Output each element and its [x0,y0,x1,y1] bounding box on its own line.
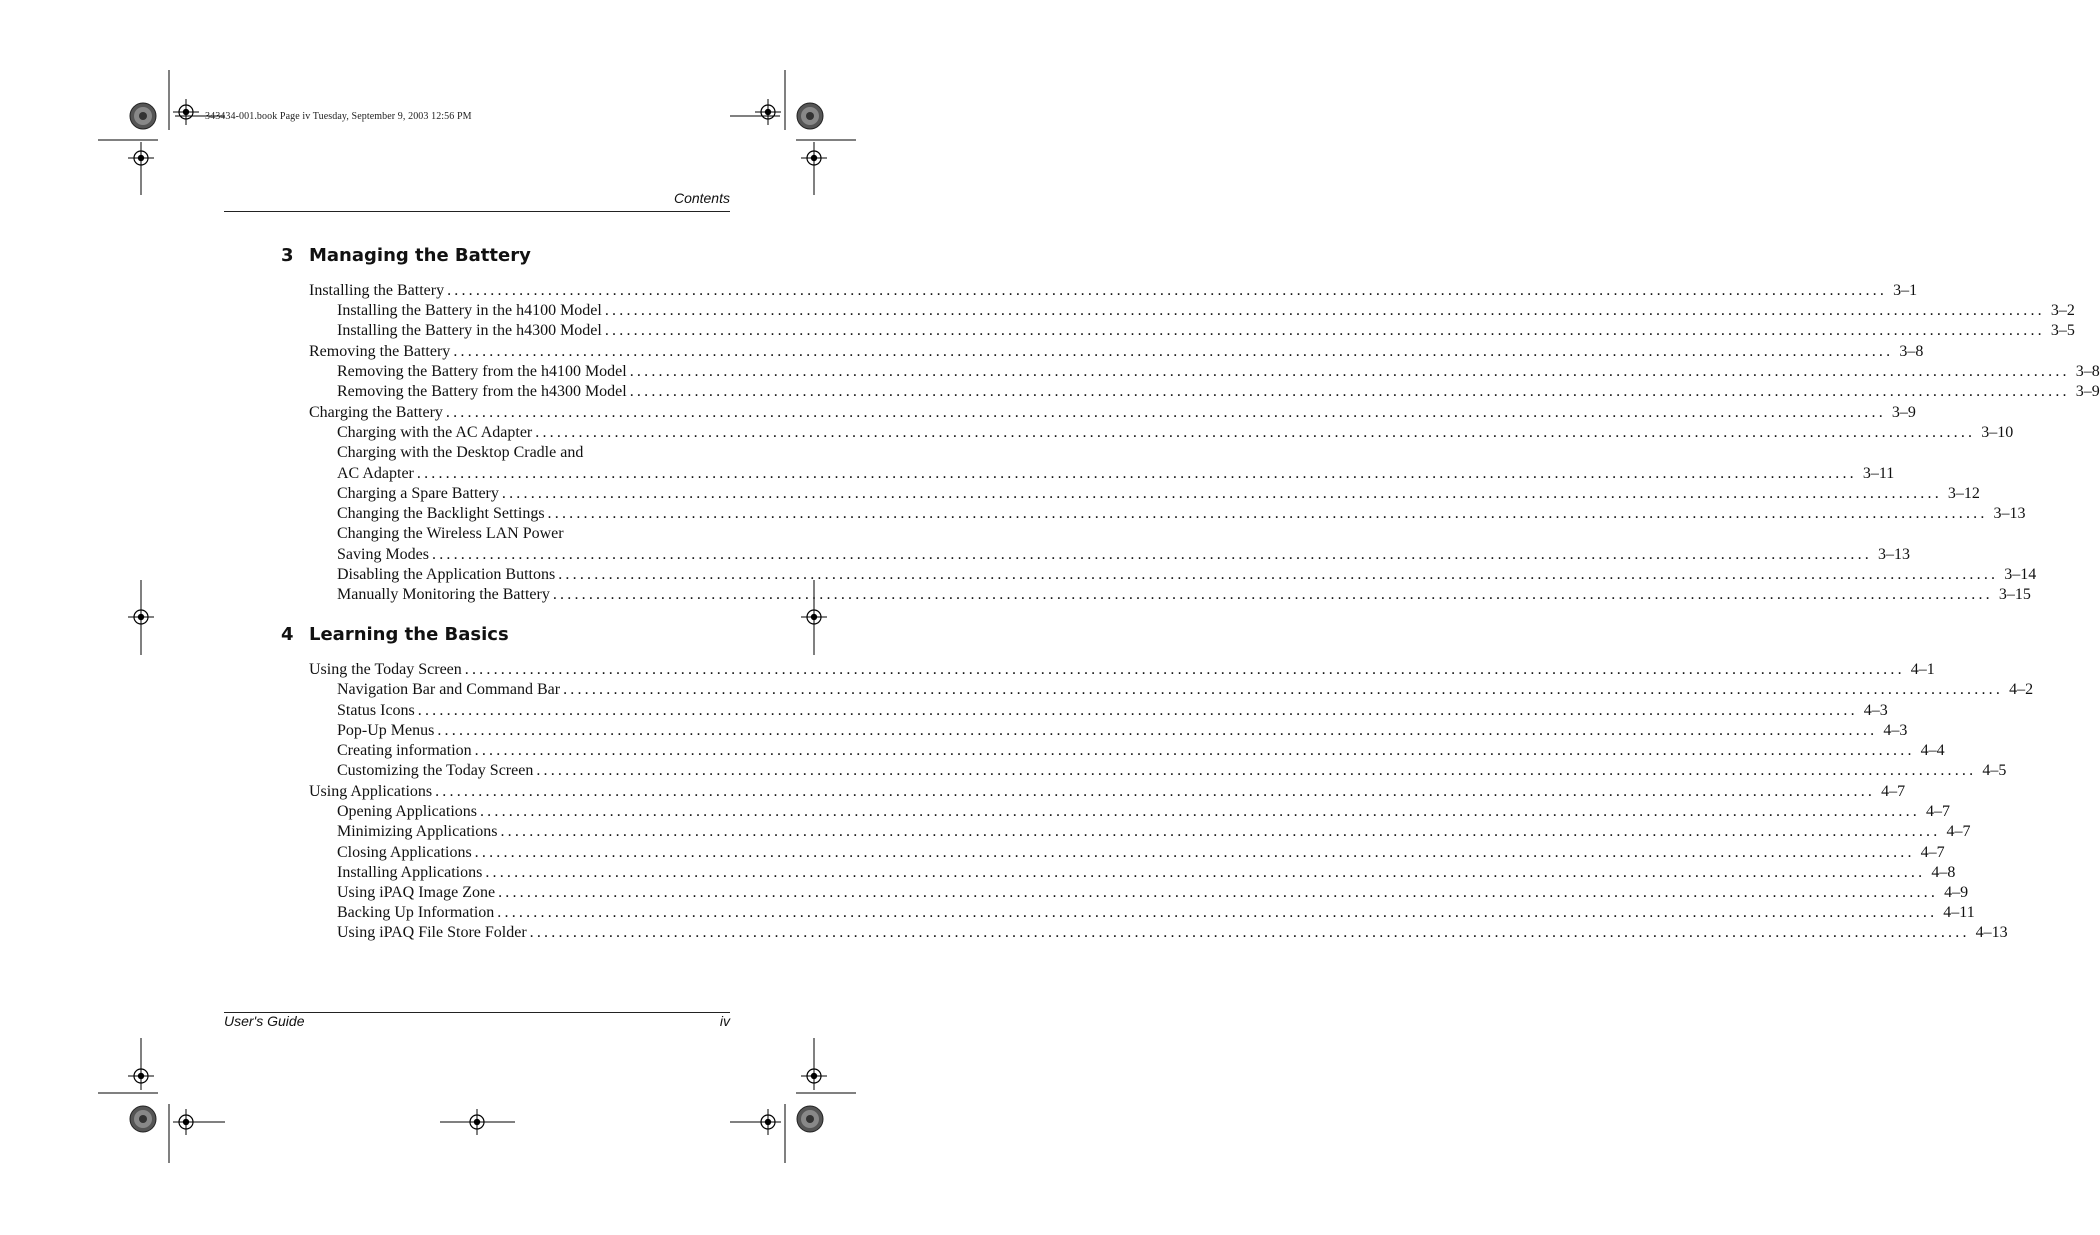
dot-leader: ........................................................................................................................................................................................................ [629,383,2070,400]
toc-entry-page: 3–5 [2050,322,2075,339]
dot-leader: ........................................................................................................................................................................................................ [552,586,1993,603]
dot-leader: ........................................................................................................................................................................................................ [453,343,1894,360]
toc-entry-label: Saving Modes [337,546,429,563]
dot-leader: ........................................................................................................................................................................................................ [474,742,1915,759]
toc-entry-page: 4–2 [2009,681,2034,698]
chapter-number: 3 [281,245,294,266]
toc-entry-page: 3–15 [1998,586,2031,603]
dot-leader: ........................................................................................................................................................................................................ [485,864,1926,881]
dot-leader: ........................................................................................................................................................................................................ [447,282,1888,299]
toc-entry-label: Removing the Battery [309,343,451,360]
chapter-title: Managing the Battery [309,245,531,266]
toc-entry-page: 3–9 [1891,404,1916,421]
toc-entry-label: Removing the Battery from the h4300 Model [337,383,627,400]
toc-entry-label: Charging with the AC Adapter [337,424,533,441]
toc-entry-page: 4–7 [1946,823,1971,840]
toc-entry-page: 4–7 [1920,844,1945,861]
toc-entry-continued[interactable] [337,443,730,463]
toc-entry-label: Navigation Bar and Command Bar [337,681,561,698]
toc-entry[interactable] [337,321,2075,341]
toc-entry-page: 3–13 [1993,505,2026,522]
dot-leader: ........................................................................................................................................................................................................ [604,302,2045,319]
toc-entry-page: 4–7 [1925,803,1950,820]
toc-entry[interactable] [337,863,1956,883]
toc-entry-label: Installing Applications [337,864,483,881]
toc-entry-label: Using the Today Screen [309,661,462,678]
toc-entry[interactable] [337,464,1895,484]
toc-entry[interactable] [337,721,1908,741]
dot-leader: ........................................................................................................................................................................................................ [529,924,1970,941]
toc-entry-label: Minimizing Applications [337,823,498,840]
dot-leader: ........................................................................................................................................................................................................ [501,485,1942,502]
toc-entry[interactable] [337,701,1888,721]
dot-leader: ........................................................................................................................................................................................................ [437,722,1878,739]
toc-entry-page: 3–13 [1878,546,1910,563]
page-footer [224,1013,730,1029]
toc-entry-page: 3–8 [2075,363,2100,380]
toc-entry-page: 4–3 [1883,722,1908,739]
toc-entry-continued[interactable] [337,524,730,544]
toc-entry[interactable] [337,761,2007,781]
toc-entry-label: Installing the Battery [309,282,445,299]
toc-entry-label: Backing Up Information [337,904,495,921]
running-head: Contents [673,190,730,206]
toc-entry-label: Changing the Backlight Settings [337,505,545,522]
toc-entry-label: Using iPAQ File Store Folder [337,924,527,941]
dot-leader: ........................................................................................................................................................................................................ [435,783,1876,800]
dot-leader: ........................................................................................................................................................................................................ [445,404,1886,421]
dot-leader: ........................................................................................................................................................................................................ [432,546,1872,563]
chapter-number: 4 [281,624,294,645]
toc-entry-page: 4–4 [1920,742,1945,759]
toc-entry[interactable] [337,741,1945,761]
dot-leader: ........................................................................................................................................................................................................ [547,505,1988,522]
toc-entry-page: 3–10 [1981,424,2014,441]
toc-entry-label: Opening Applications [337,803,477,820]
toc-entry[interactable] [337,883,1969,903]
toc-entry[interactable] [337,382,2100,402]
dot-leader: ........................................................................................................................................................................................................ [629,363,2070,380]
toc-entry-label: Customizing the Today Screen [337,762,534,779]
toc-entry-label: Changing the Wireless LAN Power [337,525,564,542]
dot-leader: ........................................................................................................................................................................................................ [535,424,1976,441]
toc-entry-label: Manually Monitoring the Battery [337,586,550,603]
dot-leader: ........................................................................................................................................................................................................ [497,904,1938,921]
toc-entry-label: AC Adapter [337,465,414,482]
toc-entry-label: Installing the Battery in the h4300 Model [337,322,602,339]
toc-entry-page: 3–8 [1899,343,1924,360]
toc-entry[interactable] [309,342,1924,362]
dot-leader: ........................................................................................................................................................................................................ [464,661,1905,678]
footer-guide-title: User's Guide [224,1013,305,1029]
toc-entry-page: 4–13 [1975,924,2008,941]
dot-leader: ........................................................................................................................................................................................................ [536,762,1977,779]
toc-entry-label: Charging the Battery [309,404,443,421]
toc-entry-page: 4–7 [1881,783,1906,800]
dot-leader: ........................................................................................................................................................................................................ [558,566,1999,583]
toc-entry[interactable] [337,822,1971,842]
toc-entry[interactable] [337,802,1950,822]
toc-entry-page: 4–11 [1943,904,1975,921]
toc-entry-label: Status Icons [337,702,415,719]
chapter-heading [281,245,531,266]
chapter-heading [281,624,509,645]
toc-entry-page: 3–2 [2050,302,2075,319]
toc-entry[interactable] [337,545,1910,565]
dot-leader: ........................................................................................................................................................................................................ [604,322,2045,339]
toc-entry-page: 3–1 [1893,282,1918,299]
toc-entry-page: 3–9 [2075,383,2100,400]
toc-entry[interactable] [309,782,1906,802]
toc-entry-page: 4–1 [1910,661,1935,678]
toc-entry-label: Creating information [337,742,472,759]
toc-entry-page: 4–5 [1982,762,2007,779]
toc-entry[interactable] [309,281,1918,301]
chapter-title: Learning the Basics [309,624,509,645]
toc-entry-label: Charging with the Desktop Cradle and [337,444,584,461]
toc-entry[interactable] [337,680,2034,700]
footer-page-number: iv [719,1013,730,1029]
dot-leader: ........................................................................................................................................................................................................ [500,823,1941,840]
toc-entry-page: 4–9 [1944,884,1969,901]
toc-entry[interactable] [337,362,2100,382]
header-rule [224,211,730,212]
toc-entry-page: 3–11 [1862,465,1895,482]
toc-entry-label: Closing Applications [337,844,472,861]
toc-entry[interactable] [309,403,1916,423]
toc-entry[interactable] [337,585,2031,605]
dot-leader: ........................................................................................................................................................................................................ [479,803,1920,820]
toc-entry-label: Removing the Battery from the h4100 Model [337,363,627,380]
toc-entry-label: Disabling the Application Buttons [337,566,556,583]
toc-entry-page: 4–8 [1931,864,1956,881]
dot-leader: ........................................................................................................................................................................................................ [416,465,1857,482]
dot-leader: ........................................................................................................................................................................................................ [563,681,2004,698]
toc-entry[interactable] [337,301,2075,321]
toc-entry[interactable] [337,903,1975,923]
toc-entry-label: Using Applications [309,783,433,800]
toc-entry-page: 4–3 [1863,702,1888,719]
toc-entry[interactable] [337,504,2026,524]
print-slug: 343434-001.book Page iv Tuesday, September 9, 2003 12:56 PM [205,111,472,122]
toc-entry[interactable] [337,843,1945,863]
toc-entry[interactable] [337,423,2014,443]
dot-leader: ........................................................................................................................................................................................................ [417,702,1858,719]
toc-entry[interactable] [337,565,2037,585]
dot-leader: ........................................................................................................................................................................................................ [474,844,1915,861]
printer-marks [0,0,954,1235]
toc-entry-page: 3–12 [1947,485,1980,502]
toc-entry-label: Charging a Spare Battery [337,485,499,502]
toc-entry[interactable] [309,660,1935,680]
toc-entry-label: Pop-Up Menus [337,722,435,739]
dot-leader: ........................................................................................................................................................................................................ [498,884,1939,901]
toc-entry-page: 3–14 [2004,566,2037,583]
toc-entry[interactable] [337,484,1980,504]
toc-entry-label: Installing the Battery in the h4100 Model [337,302,602,319]
toc-entry[interactable] [337,923,2008,943]
toc-entry-label: Using iPAQ Image Zone [337,884,496,901]
